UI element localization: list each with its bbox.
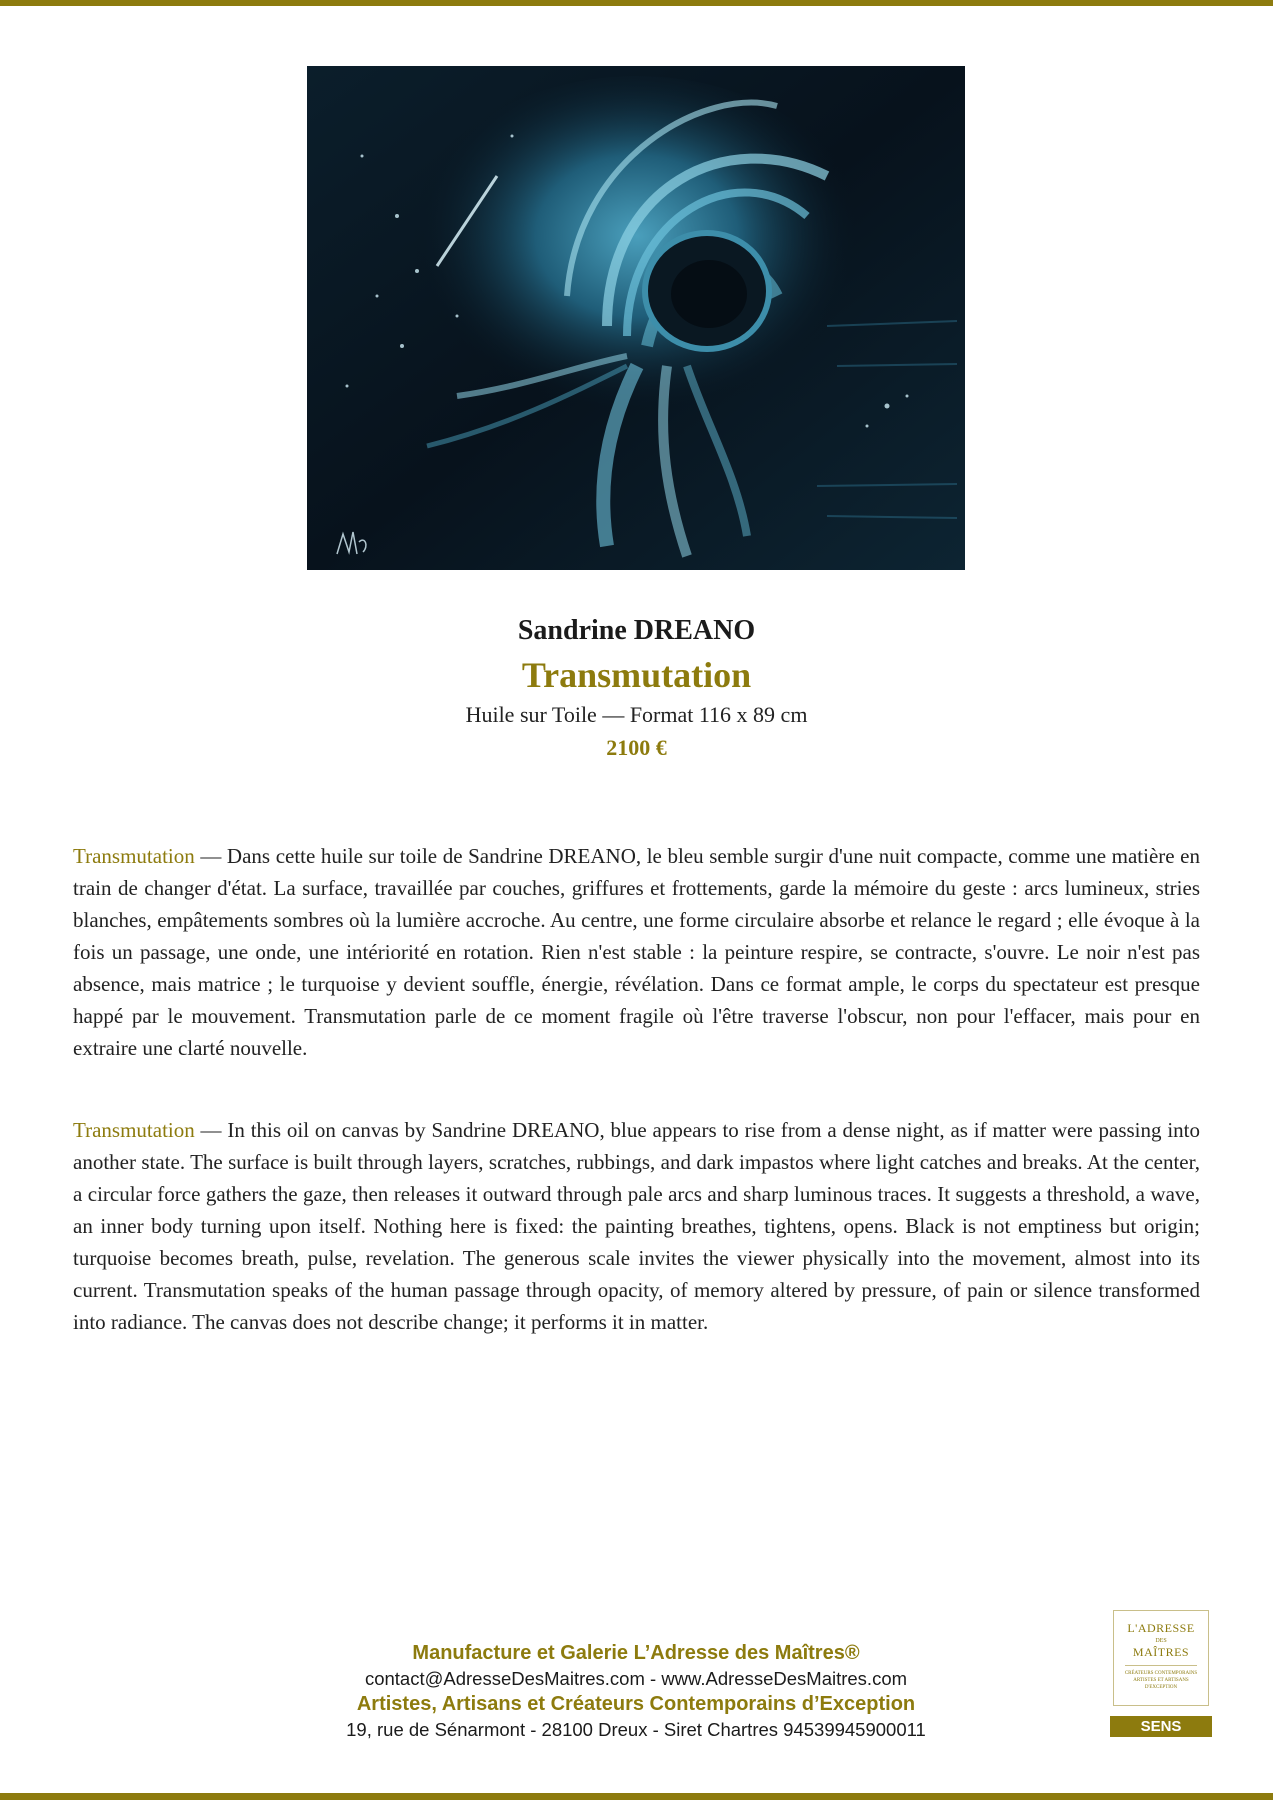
logo-line-2: DES [1155,1638,1167,1644]
contact-line: contact@AdresseDesMaitres.com - www.AdresseDesMaitres.com [364,1668,908,1689]
artwork-medium: Huile sur Toile — Format 116 x 89 cm [465,702,808,727]
bottom-border [0,1793,1273,1800]
logo-line-3: MAÎTRES [1132,1645,1190,1659]
description-french-keyword: Transmutation [73,844,195,868]
artwork-title: Transmutation [521,655,752,695]
gallery-name: Manufacture et Galerie L’Adresse des Maîtres® [412,1642,860,1664]
description-english [73,1114,1200,1338]
description-french-text: — Dans cette huile sur toile de Sandrine DREANO, le bleu semble surgir d'une nuit compacte, comme une matière en train de changer d'état. La surface, travaillée par couches, griffures et frottements, garde la mémoire du geste : arcs lumineux, stries blanches, empâtements sombres où la lumière accroche. Au centre, une forme circulaire absorbe et relance le regard ; elle évoque à la fois un passage, une onde, une intériorité en rotation. Rien n'est stable : la peinture respire, se contracte, s'ouvre. Le noir n'est pas absence, mais matrice ; le turquoise y devient souffle, énergie, révélation. Dans ce format ample, le corps du spectateur est presque happé par le mouvement. Transmutation parle de ce moment fragile où l'être traverse l'obscur, non pour l'effacer, mais pour en extraire une clarté nouvelle. [73,844,1200,1060]
description-french [73,840,1200,1064]
description-english-text: — In this oil on canvas by Sandrine DREANO, blue appears to rise from a dense night, as if matter were passing into another state. The surface is built through layers, scratches, rubbings, and dark impastos where light catches and breaks. At the center, a circular force gathers the gaze, then releases it outward through pale arcs and sharp luminous traces. It suggests a threshold, a wave, an inner body turning upon itself. Nothing here is fixed: the painting breathes, tightens, opens. Black is not emptiness but origin; turquoise becomes breath, pulse, revelation. The generous scale invites the viewer physically into the movement, almost into its current. Transmutation speaks of the human passage through opacity, of memory altered by pressure, of pain or silence transformed into radiance. The canvas does not describe change; it performs it in matter. [73,1118,1200,1334]
artwork-info [0,610,1273,764]
footer [236,1640,1036,1742]
artwork-price: 2100 € [606,735,667,760]
logo-line-4: CRÉATEURS CONTEMPORAINS ARTISTES ET ARTISANS D'EXCEPTION [1124,1671,1198,1690]
sens-badge: SENS [1110,1716,1212,1737]
address-line: 19, rue de Sénarmont - 28100 Dreux - Siret Chartres 94539945900011 [346,1719,926,1740]
gallery-logo [1113,1610,1209,1706]
logo-divider [1125,1665,1197,1666]
logo-line-1: L'ADRESSE [1127,1621,1195,1635]
artwork-image [307,66,965,570]
top-border [0,0,1273,6]
painting-illustration [307,66,965,570]
description-english-keyword: Transmutation [73,1118,195,1142]
gallery-tagline: Artistes, Artisans et Créateurs Contemporains d’Exception [356,1693,916,1715]
artist-name: Sandrine DREANO [517,615,756,646]
